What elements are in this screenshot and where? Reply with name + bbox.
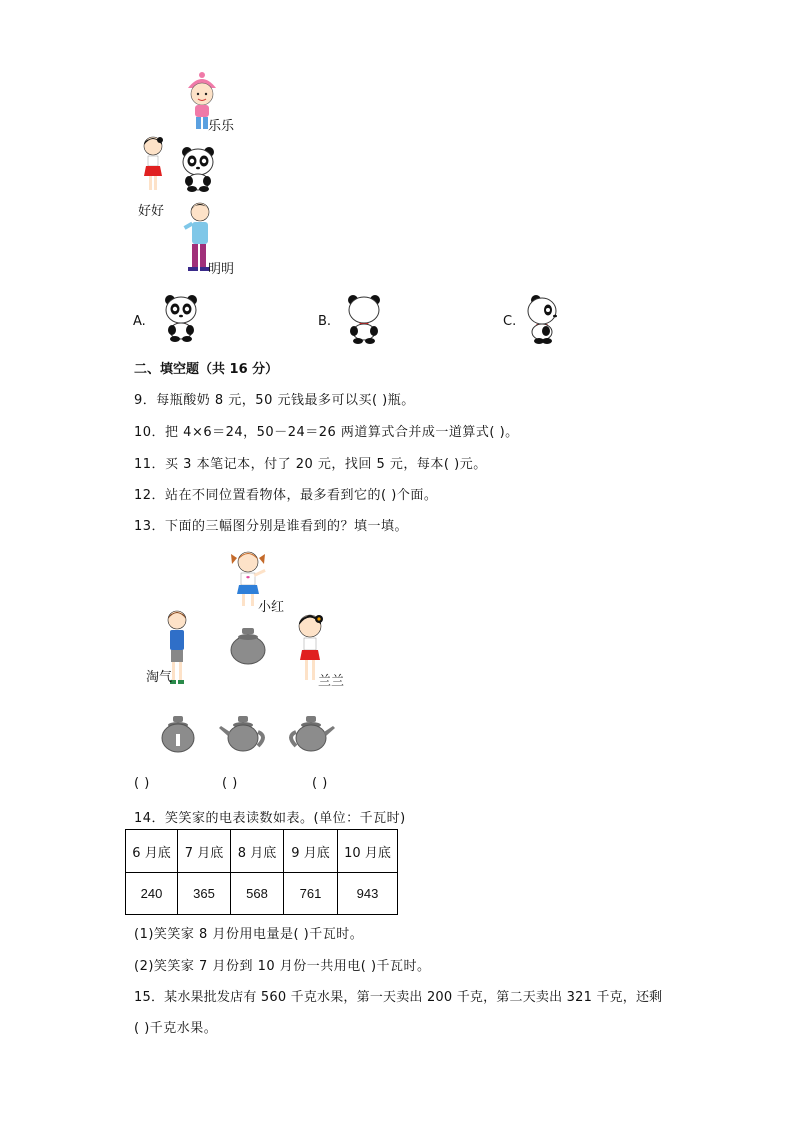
- taoqi-label: 淘气: [146, 670, 173, 685]
- lanlan-label: 兰兰: [318, 674, 345, 689]
- table-header-cell: 10 月底: [338, 830, 398, 873]
- side-panda-icon[interactable]: [526, 294, 560, 344]
- question-10: 10．把 4×6＝24，50－24＝26 两道算式合并成一道算式( )。: [134, 425, 519, 440]
- table-cell: 365: [178, 873, 231, 915]
- question-9: 9．每瓶酸奶 8 元，50 元钱最多可以买( )瓶。: [134, 393, 415, 408]
- table-cell: 240: [126, 873, 178, 915]
- table-cell: 568: [231, 873, 284, 915]
- q13-figure: [140, 548, 380, 758]
- meter-reading-table: [125, 829, 398, 915]
- q13-blank-2[interactable]: ( ): [222, 776, 238, 791]
- question-13: 13．下面的三幅图分别是谁看到的？填一填。: [134, 519, 409, 534]
- table-header-cell: 6 月底: [126, 830, 178, 873]
- haohao-label: 好好: [138, 204, 165, 219]
- table-cell: 761: [284, 873, 338, 915]
- q13-blank-3[interactable]: ( ): [312, 776, 328, 791]
- q8-figure: [130, 68, 260, 280]
- mingming-label: 明明: [208, 262, 235, 277]
- question-14: 14．笑笑家的电表读数如表。(单位：千瓦时): [134, 811, 406, 826]
- teapot-view-3-icon: [286, 714, 336, 754]
- section-2-heading: 二、填空题（共 16 分）: [134, 362, 279, 377]
- panda-icon: [180, 146, 216, 192]
- question-12: 12．站在不同位置看物体，最多看到它的( )个面。: [134, 488, 438, 503]
- table-header-cell: 9 月底: [284, 830, 338, 873]
- table-row: [126, 873, 398, 915]
- option-b-letter: B.: [318, 314, 332, 329]
- lele-label: 乐乐: [208, 119, 235, 134]
- question-14-sub-1: (1)笑笑家 8 月份用电量是( )千瓦时。: [134, 927, 364, 942]
- teapot-view-2-icon: [218, 714, 268, 754]
- question-15-line-2: ( )千克水果。: [134, 1021, 218, 1036]
- table-header-cell: 8 月底: [231, 830, 284, 873]
- question-14-sub-2: (2)笑笑家 7 月份到 10 月份一共用电( )千瓦时。: [134, 959, 431, 974]
- table-header-cell: 7 月底: [178, 830, 231, 873]
- teapot-icon: [228, 626, 268, 666]
- table-header-row: [126, 830, 398, 873]
- question-11: 11．买 3 本笔记本，付了 20 元，找回 5 元，每本( )元。: [134, 457, 487, 472]
- q13-blank-1[interactable]: ( ): [134, 776, 150, 791]
- option-c-letter: C.: [503, 314, 517, 329]
- xiaohong-label: 小红: [258, 600, 285, 615]
- front-panda-icon[interactable]: [163, 294, 199, 342]
- haohao-girl-icon: [140, 136, 166, 194]
- table-cell: 943: [338, 873, 398, 915]
- question-15-line-1: 15．某水果批发店有 560 千克水果，第一天卖出 200 千克，第二天卖出 321 千克，还剩: [134, 990, 663, 1005]
- q8-options: [130, 292, 570, 348]
- back-panda-icon[interactable]: [346, 294, 382, 344]
- teapot-view-1-icon: [158, 714, 198, 754]
- option-a-letter: A.: [133, 314, 146, 329]
